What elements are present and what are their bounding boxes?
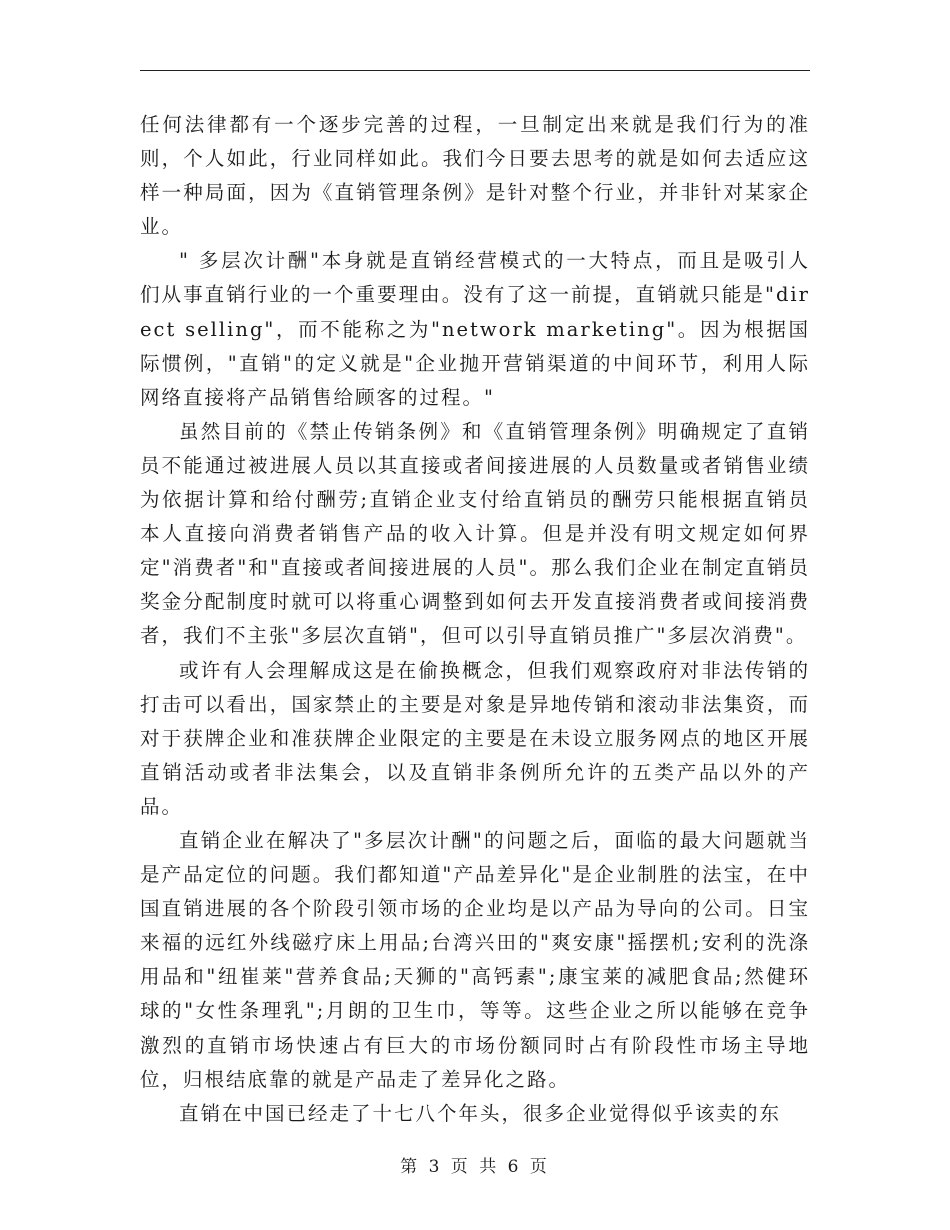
paragraph-1: 任何法律都有一个逐步完善的过程，一旦制定出来就是我们行为的准则，个人如此，行业同样如此。我们今日要去思考的就是如何去适应这样一种局面，因为《直销管理条例》是针对整个行业，并非针对某家企业。 [140, 113, 810, 239]
page-footer: 第 3 页 共 6 页 [400, 1157, 550, 1177]
header-rule [140, 70, 810, 71]
paragraph-5: 直销企业在解决了"多层次计酬"的问题之后，面临的最大问题就当是产品定位的问题。我们都知道"产品差异化"是企业制胜的法宝，在中国直销进展的各个阶段引领市场的企业均是以产品为导向的公司。日宝来福的远红外线磁疗床上用品;台湾兴田的"爽安康"摇摆机;安利的洗涤用品和"纽崔莱"营养食品;天狮的"高钙素";康宝莱的减肥食品;然健环球的"女性条理乳";月朗的卫生巾，等等。这些企业之所以能够在竞争激烈的直销市场快速占有巨大的市场份额同时占有阶段性市场主导地位，归根结底靠的就是产品走了差异化之路。 [140, 828, 810, 1091]
paragraph-2: " 多层次计酬"本身就是直销经营模式的一大特点，而且是吸引人们从事直销行业的一个重要理由。没有了这一前提，直销就只能是"direct selling"，而不能称之为"network marketing"。因为根据国际惯例，"直销"的定义就是"企业抛开营销渠道的中间环节，利用人际网络直接将产品销售给顾客的过程。" [140, 249, 810, 409]
paragraph-4: 或许有人会理解成这是在偷换概念，但我们观察政府对非法传销的打击可以看出，国家禁止的主要是对象是异地传销和滚动非法集资，而对于获牌企业和准获牌企业限定的主要是在未设立服务网点的地区开展直销活动或者非法集会，以及直销非条例所允许的五类产品以外的产品。 [140, 658, 810, 818]
document-body [140, 108, 810, 1131]
paragraph-3: 虽然目前的《禁止传销条例》和《直销管理条例》明确规定了直销员不能通过被进展人员以其直接或者间接进展的人员数量或者销售业绩为依据计算和给付酬劳;直销企业支付给直销员的酬劳只能根据直销员本人直接向消费者销售产品的收入计算。但是并没有明文规定如何界定"消费者"和"直接或者间接进展的人员"。那么我们企业在制定直销员奖金分配制度时就可以将重心调整到如何去开发直接消费者或间接消费者，我们不主张"多层次直销"，但可以引导直销员推广"多层次消费"。 [140, 419, 810, 648]
paragraph-6: 直销在中国已经走了十七八个年头，很多企业觉得似乎该卖的东 [179, 1101, 782, 1125]
